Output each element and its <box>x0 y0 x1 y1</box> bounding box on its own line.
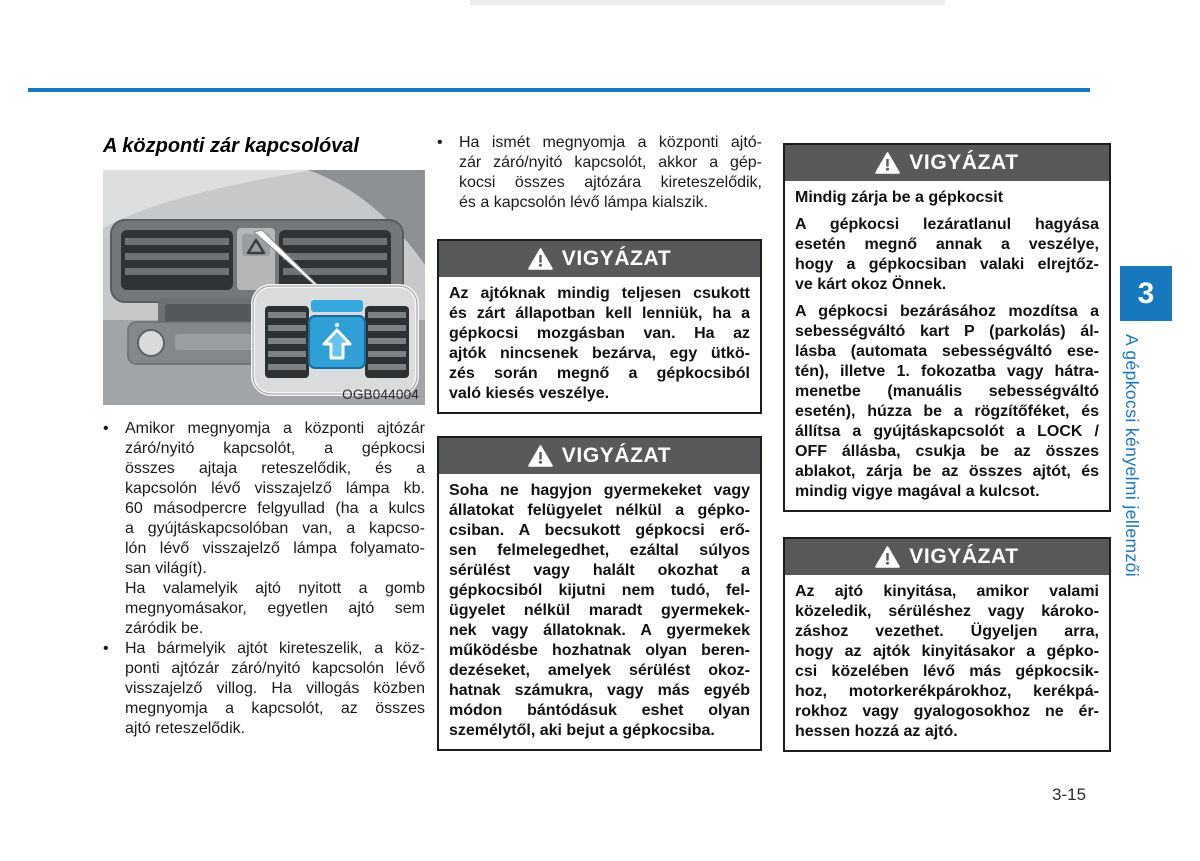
warning-header <box>785 145 1109 181</box>
warning-body: Az ajtóknak mindig teljesen csukott és zárt állapotban kell lenniük, ha a gépkocsi mozgásban van. Ha az ajtók nincsenek bezárva, egy ütkö- zés során megnő a gépkocsiból való kiesés veszélye. <box>449 285 750 402</box>
warning-box-door-opening <box>783 537 1111 752</box>
bullet-subparagraph: Ha valamelyik ajtó nyitott a gomb megnyomásakor, egyetlen ajtó sem záródik be. <box>125 580 425 637</box>
chapter-tab <box>1120 266 1172 321</box>
warning-triangle-icon <box>528 248 553 270</box>
warning-triangle-icon <box>875 546 900 568</box>
warning-paragraph: A gépkocsi bezárásához mozdítsa a sebességváltó kart P (parkolás) ál- lásba (automata sebességváltó ese- tén), illetve 1. fokozatba vagy hátra- menetbe (manuális sebességváltó esetén), húzza be a rögzítőféket, és állítsa a gyújtáskapcsolót a LOCK / OFF állásba, csukja be az összes ablakot, zárja be az összes ajtót, és mindig vigye magával a kulcsot. <box>795 303 1099 500</box>
page-number: 3-15 <box>1052 785 1087 804</box>
warning-body <box>785 181 1109 510</box>
warning-title: VIGYÁZAT <box>561 444 672 467</box>
warning-triangle-icon <box>528 445 553 467</box>
warning-box-children <box>437 436 762 751</box>
warning-paragraph: A gépkocsi lezáratlanul hagyása esetén megnő annak a veszélye, hogy a gépkocsiban valaki elrejtőz- ve kárt okoz Önnek. <box>795 216 1099 293</box>
left-column <box>103 135 425 739</box>
figure-caption: OGB044004 <box>342 387 419 402</box>
bullet-item-unlock <box>437 133 762 213</box>
warning-box-doors-closed <box>437 239 762 414</box>
warning-subtitle: Mindig zárja be a gépkocsit <box>795 189 1004 206</box>
warning-triangle-icon <box>875 152 900 174</box>
header-rule <box>28 88 1090 92</box>
warning-body: Az ajtó kinyitása, amikor valami közeledik, sérüléshez vagy károko- záshoz vezethet. Ügyeljen arra, hogy az ajtók kinyitásakor a gépko- csi közelében lévő más gépkocsik- hoz, motorkerékpárokhoz, kerékpá- rokhoz vagy gyalogosokhoz ne ér- hessen hozzá az ajtó. <box>795 583 1099 740</box>
warning-header <box>439 241 760 277</box>
middle-column <box>437 133 762 751</box>
bullet-text: Amikor megnyomja a központi ajtózár záró/nyitó kapcsolót, a gépkocsi összes ajtaja reteszelődik, és a kapcsolón lévő visszajelző lámpa kb. 60 másodpercre felgyullad (ha a kulcs a gyújtáskapcsolóban van, a kapcso- lón lévő visszajelző lámpa folyamato- san világít). <box>125 420 425 577</box>
warning-title: VIGYÁZAT <box>909 545 1019 568</box>
bullet-item-lock <box>103 419 425 579</box>
warning-header <box>785 539 1109 575</box>
right-column <box>783 143 1111 752</box>
warning-title: VIGYÁZAT <box>561 247 672 270</box>
bullet-text: Ha bármelyik ajtót kireteszelik, a köz- ponti ajtózár záró/nyitó kapcsolón lévő visszajelző villog. Ha villogás közben megnyomja a kapcsolót, az összes ajtó reteszelődik. <box>125 640 425 737</box>
page-top-edge-artifact <box>470 0 945 5</box>
warning-title: VIGYÁZAT <box>909 151 1019 174</box>
bullet-marker: • <box>103 640 109 657</box>
bullet-item-unlock-flash <box>103 639 425 739</box>
chapter-title-vertical: A gépkocsi kényelmi jellemzői <box>1122 334 1142 578</box>
warning-box-always-lock <box>783 143 1111 512</box>
section-heading: A központi zár kapcsolóval <box>103 135 359 157</box>
dashboard-figure <box>103 170 425 405</box>
bullet-text: Ha ismét megnyomja a központi ajtó- zár záró/nyitó kapcsolót, akkor a gép- kocsi összes ajtózára kireteszelődik, és a kapcsolón lévő lámpa kialszik. <box>459 134 762 211</box>
bullet-marker: • <box>103 420 109 437</box>
warning-body: Soha ne hagyjon gyermekeket vagy állatokat felügyelet nélkül a gépko- csiban. A becsukott gépkocsi erő- sen felmelegedhet, ezáltal súlyos sérülést vagy halált okozhat a gépkocsiból kijutni nem tudó, fel- ügyelet nélkül maradt gyermekek- nek vagy állatoknak. A gyermekek működésbe hozhatnak olyan beren- dezéseket, amelyek sérülést okoz- hatnak számukra, vagy más egyéb módon bántódásuk eshet olyan személytől, aki bejut a gépkocsiba. <box>449 482 750 739</box>
chapter-number: 3 <box>1137 276 1155 310</box>
dashboard-illustration <box>103 170 425 405</box>
bullet-marker: • <box>437 134 443 151</box>
warning-header <box>439 438 760 474</box>
